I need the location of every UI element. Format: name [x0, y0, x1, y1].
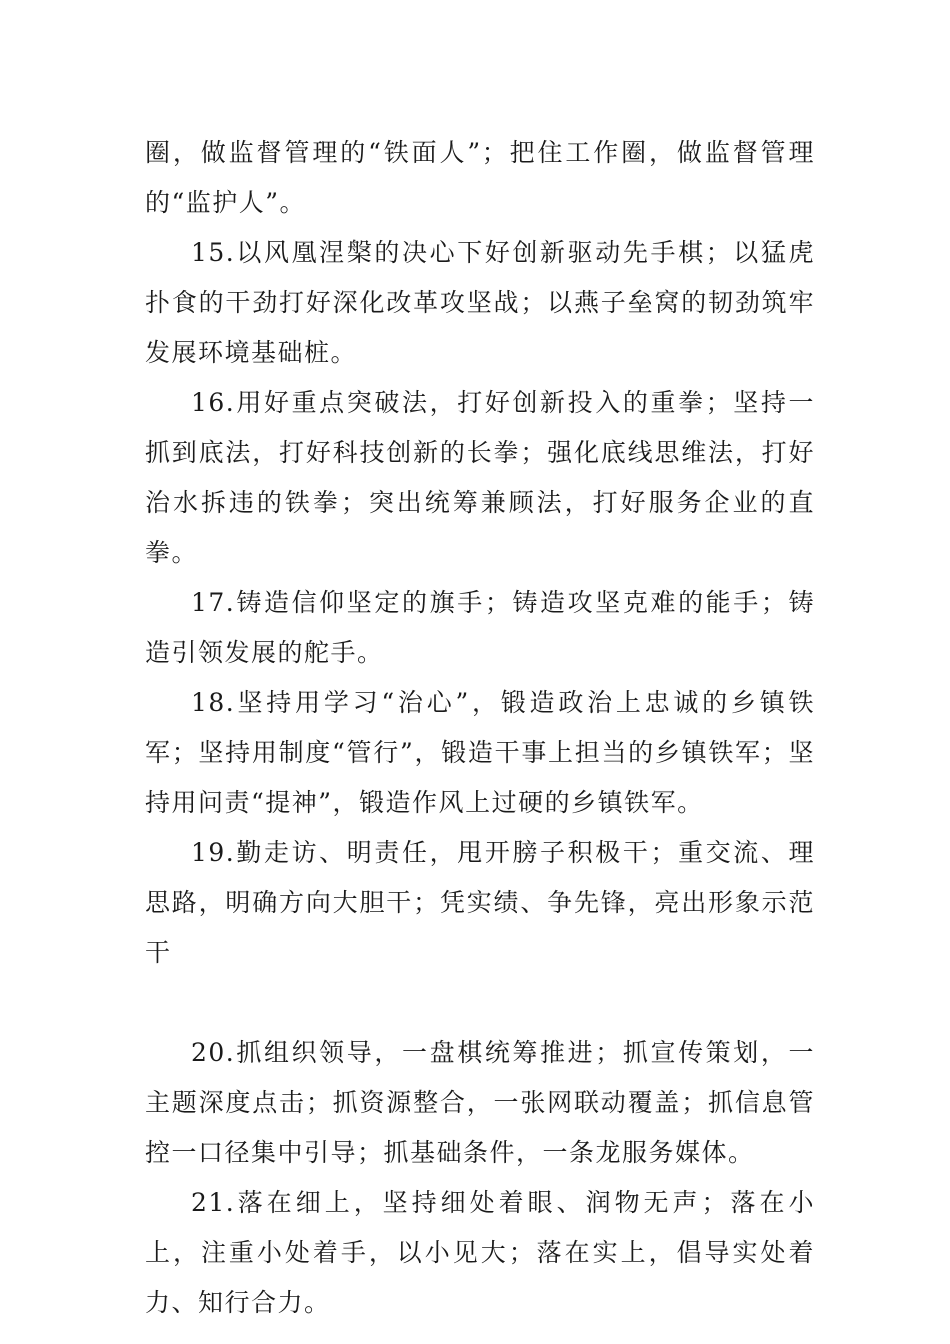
paragraph-18: 18.坚持用学习“治心”，锻造政治上忠诚的乡镇铁军；坚持用制度“管行”，锻造干事上担当的乡镇铁军；坚持用问责“提神”，锻造作风上过硬的乡镇铁军。 [145, 688, 815, 817]
blank-line [145, 978, 815, 1028]
paragraph-16: 16.用好重点突破法，打好创新投入的重拳；坚持一抓到底法，打好科技创新的长拳；强化底线思维法，打好治水拆违的铁拳；突出统筹兼顾法，打好服务企业的直拳。 [145, 388, 815, 567]
document-body [145, 128, 815, 1328]
paragraph-20: 20.抓组织领导，一盘棋统筹推进；抓宣传策划，一主题深度点击；抓资源整合，一张网联动覆盖；抓信息管控一口径集中引导；抓基础条件，一条龙服务媒体。 [145, 1038, 815, 1167]
paragraph-17: 17.铸造信仰坚定的旗手；铸造攻坚克难的能手；铸造引领发展的舵手。 [145, 588, 815, 667]
paragraph-15: 15.以风凰涅槃的决心下好创新驱动先手棋；以猛虎扑食的干劲打好深化改革攻坚战；以燕子垒窝的韧劲筑牢发展环境基础桩。 [145, 238, 815, 367]
paragraph-21: 21.落在细上，坚持细处着眼、润物无声；落在小上，注重小处着手，以小见大；落在实上，倡导实处着力、知行合力。 [145, 1188, 815, 1317]
paragraph-19: 19.勤走访、明责任，甩开膀子积极干；重交流、理思路，明确方向大胆干；凭实绩、争先锋，亮出形象示范干 [145, 838, 815, 967]
paragraph-continuation: 圈，做监督管理的“铁面人”；把住工作圈，做监督管理的“监护人”。 [145, 138, 815, 217]
